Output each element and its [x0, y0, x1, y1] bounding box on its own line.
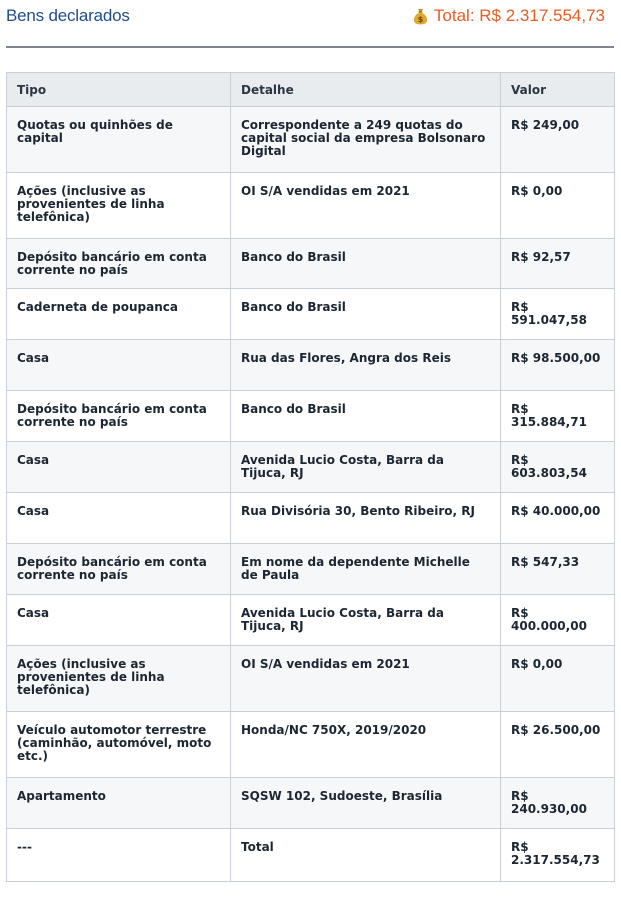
cell-detalhe: Rua Divisória 30, Bento Ribeiro, RJ: [231, 493, 501, 544]
column-header-tipo: Tipo: [7, 73, 231, 107]
table-header-row: [7, 73, 615, 107]
column-header-valor: Valor: [501, 73, 615, 107]
cell-tipo: Caderneta de poupanca: [7, 289, 231, 340]
cell-detalhe: OI S/A vendidas em 2021: [231, 173, 501, 239]
cell-valor: R$ 591.047,58: [501, 289, 615, 340]
cell-detalhe: Avenida Lucio Costa, Barra da Tijuca, RJ: [231, 595, 501, 646]
page-title: Bens declarados: [6, 6, 130, 25]
cell-tipo: Apartamento: [7, 778, 231, 829]
cell-detalhe: Total: [231, 829, 501, 882]
cell-tipo: Ações (inclusive as provenientes de linha telefônica): [7, 173, 231, 239]
cell-valor: R$ 603.803,54: [501, 442, 615, 493]
table-row: [7, 712, 615, 778]
cell-tipo: Depósito bancário em conta corrente no país: [7, 239, 231, 289]
cell-valor: R$ 400.000,00: [501, 595, 615, 646]
cell-tipo: Casa: [7, 493, 231, 544]
total-value: Total: R$ 2.317.554,73: [433, 6, 605, 25]
svg-text:$: $: [417, 14, 424, 24]
total-summary: [413, 6, 605, 26]
cell-valor: R$ 0,00: [501, 173, 615, 239]
table-row: [7, 391, 615, 442]
cell-valor: R$ 547,33: [501, 544, 615, 595]
cell-detalhe: Correspondente a 249 quotas do capital social da empresa Bolsonaro Digital: [231, 107, 501, 173]
cell-tipo: Casa: [7, 442, 231, 493]
cell-detalhe: OI S/A vendidas em 2021: [231, 646, 501, 712]
cell-valor: R$ 0,00: [501, 646, 615, 712]
cell-detalhe: Honda/NC 750X, 2019/2020: [231, 712, 501, 778]
cell-valor: R$ 92,57: [501, 239, 615, 289]
cell-valor: R$ 315.884,71: [501, 391, 615, 442]
cell-valor: R$ 240.930,00: [501, 778, 615, 829]
cell-tipo: Casa: [7, 340, 231, 391]
table-row: [7, 493, 615, 544]
table-row: [7, 595, 615, 646]
assets-table: [6, 72, 615, 882]
cell-tipo: Depósito bancário em conta corrente no país: [7, 544, 231, 595]
column-header-detalhe: Detalhe: [231, 73, 501, 107]
table-row: [7, 173, 615, 239]
cell-valor: R$ 98.500,00: [501, 340, 615, 391]
cell-detalhe: Banco do Brasil: [231, 239, 501, 289]
cell-tipo: Veículo automotor terrestre (caminhão, automóvel, moto etc.): [7, 712, 231, 778]
cell-valor: R$ 26.500,00: [501, 712, 615, 778]
table-row: [7, 544, 615, 595]
cell-tipo: Casa: [7, 595, 231, 646]
cell-detalhe: SQSW 102, Sudoeste, Brasília: [231, 778, 501, 829]
table-row: [7, 778, 615, 829]
table-row: [7, 442, 615, 493]
cell-detalhe: Banco do Brasil: [231, 391, 501, 442]
cell-valor: R$ 40.000,00: [501, 493, 615, 544]
cell-tipo: ---: [7, 829, 231, 882]
assets-table-container: [6, 72, 614, 882]
money-bag-icon: [413, 8, 428, 25]
page-header: [0, 0, 621, 34]
cell-detalhe: Avenida Lucio Costa, Barra da Tijuca, RJ: [231, 442, 501, 493]
header-divider: [6, 46, 614, 48]
cell-tipo: Depósito bancário em conta corrente no país: [7, 391, 231, 442]
table-row: [7, 107, 615, 173]
cell-detalhe: Banco do Brasil: [231, 289, 501, 340]
cell-valor: R$ 2.317.554,73: [501, 829, 615, 882]
cell-tipo: Quotas ou quinhões de capital: [7, 107, 231, 173]
cell-valor: R$ 249,00: [501, 107, 615, 173]
table-row: [7, 646, 615, 712]
cell-detalhe: Em nome da dependente Michelle de Paula: [231, 544, 501, 595]
table-row: [7, 289, 615, 340]
cell-tipo: Ações (inclusive as provenientes de linha telefônica): [7, 646, 231, 712]
table-row: [7, 829, 615, 882]
cell-detalhe: Rua das Flores, Angra dos Reis: [231, 340, 501, 391]
table-row: [7, 239, 615, 289]
table-row: [7, 340, 615, 391]
